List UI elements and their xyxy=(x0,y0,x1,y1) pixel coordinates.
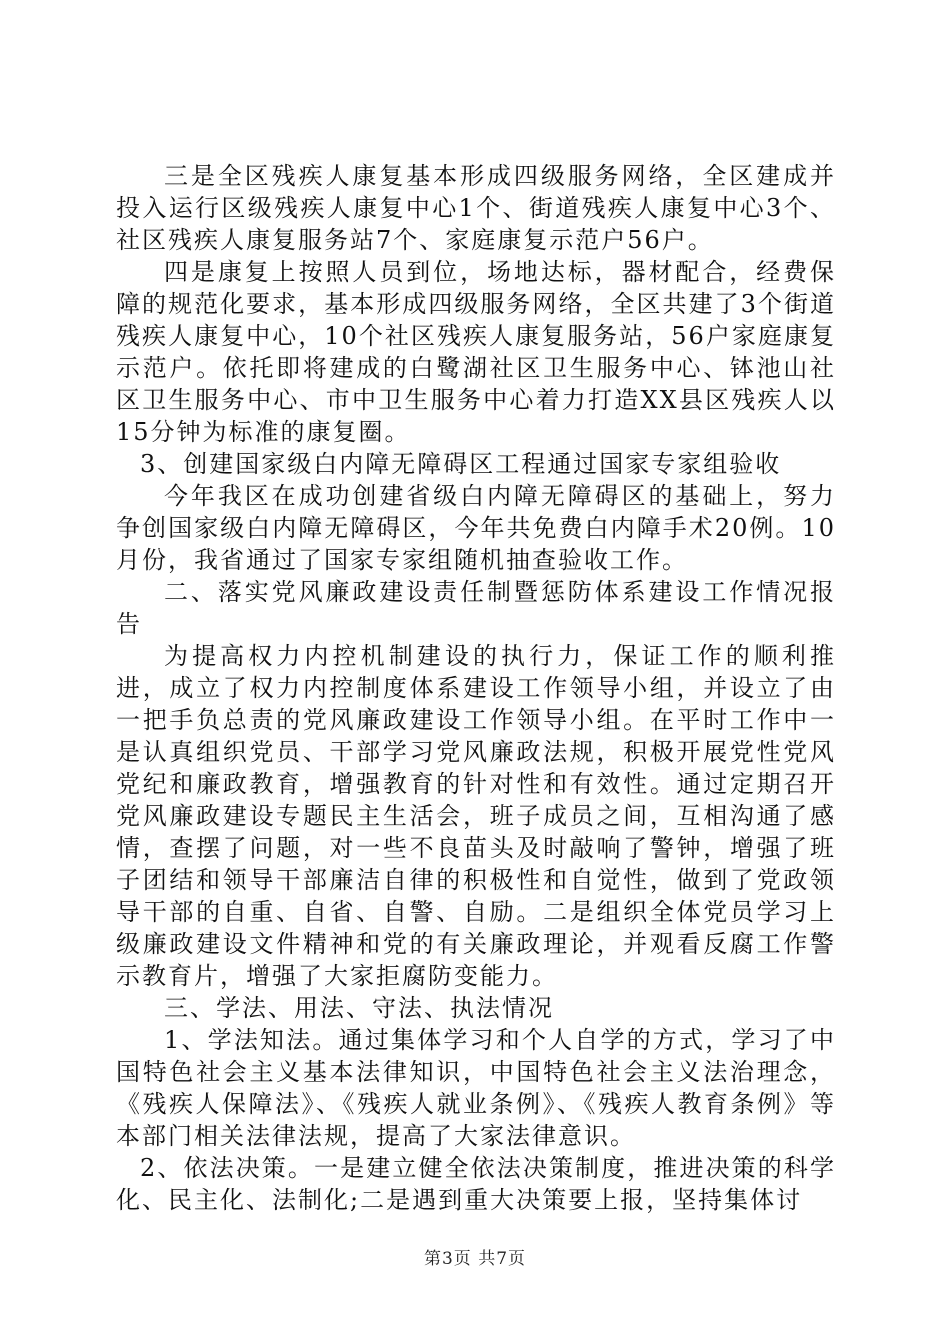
paragraph-rehab-standards: 四是康复上按照人员到位，场地达标，器材配合，经费保障的规范化要求，基本形成四级服务网络，全区共建了3个街道残疾人康复中心，10个社区残疾人康复服务站，56户家庭康复示范户。依托即将建成的白鹭湖社区卫生服务中心、钵池山社区卫生服务中心、市中卫生服务中心着力打造XX县区残疾人以15分钟为标准的康复圈。 xyxy=(116,258,836,446)
paragraph-cataract-project: 今年我区在成功创建省级白内障无障碍区的基础上，努力争创国家级白内障无障碍区，今年共免费白内障手术20例。10月份，我省通过了国家专家组随机抽查验收工作。 xyxy=(116,482,836,574)
document-body xyxy=(116,160,836,1216)
page-number-footer: 第3页 共7页 xyxy=(423,1249,527,1269)
paragraph-law-learning: 1、学法知法。通过集体学习和个人自学的方式，学习了中国特色社会主义基本法律知识，中国特色社会主义法治理念，《残疾人保障法》、《残疾人就业条例》、《残疾人教育条例》等本部门相关法律法规，提高了大家法律意识。 xyxy=(116,1026,836,1150)
heading-law-study: 三、学法、用法、守法、执法情况 xyxy=(164,994,554,1022)
paragraph-rehab-network: 三是全区残疾人康复基本形成四级服务网络，全区建成并投入运行区级残疾人康复中心1个、街道残疾人康复中心3个、社区残疾人康复服务站7个、家庭康复示范户56户。 xyxy=(116,162,836,254)
heading-cataract-project: 3、创建国家级白内障无障碍区工程通过国家专家组验收 xyxy=(140,450,782,478)
paragraph-party-conduct: 为提高权力内控机制建设的执行力，保证工作的顺利推进，成立了权力内控制度体系建设工作领导小组，并设立了由一把手负总责的党风廉政建设工作领导小组。在平时工作中一是认真组织党员、干部学习党风廉政法规，积极开展党性党风党纪和廉政教育，增强教育的针对性和有效性。通过定期召开党风廉政建设专题民主生活会，班子成员之间，互相沟通了感情，查摆了问题，对一些不良苗头及时敲响了警钟，增强了班子团结和领导干部廉洁自律的积极性和自觉性，做到了党政领导干部的自重、自省、自警、自励。二是组织全体党员学习上级廉政建设文件精神和党的有关廉政理论，并观看反腐工作警示教育片，增强了大家拒腐防变能力。 xyxy=(116,642,836,990)
heading-party-conduct: 二、落实党风廉政建设责任制暨惩防体系建设工作情况报告 xyxy=(116,578,836,638)
paragraph-lawful-decision: 2、依法决策。一是建立健全依法决策制度，推进决策的科学化、民主化、法制化;二是遇到重大决策要上报，坚持集体讨 xyxy=(116,1154,836,1214)
